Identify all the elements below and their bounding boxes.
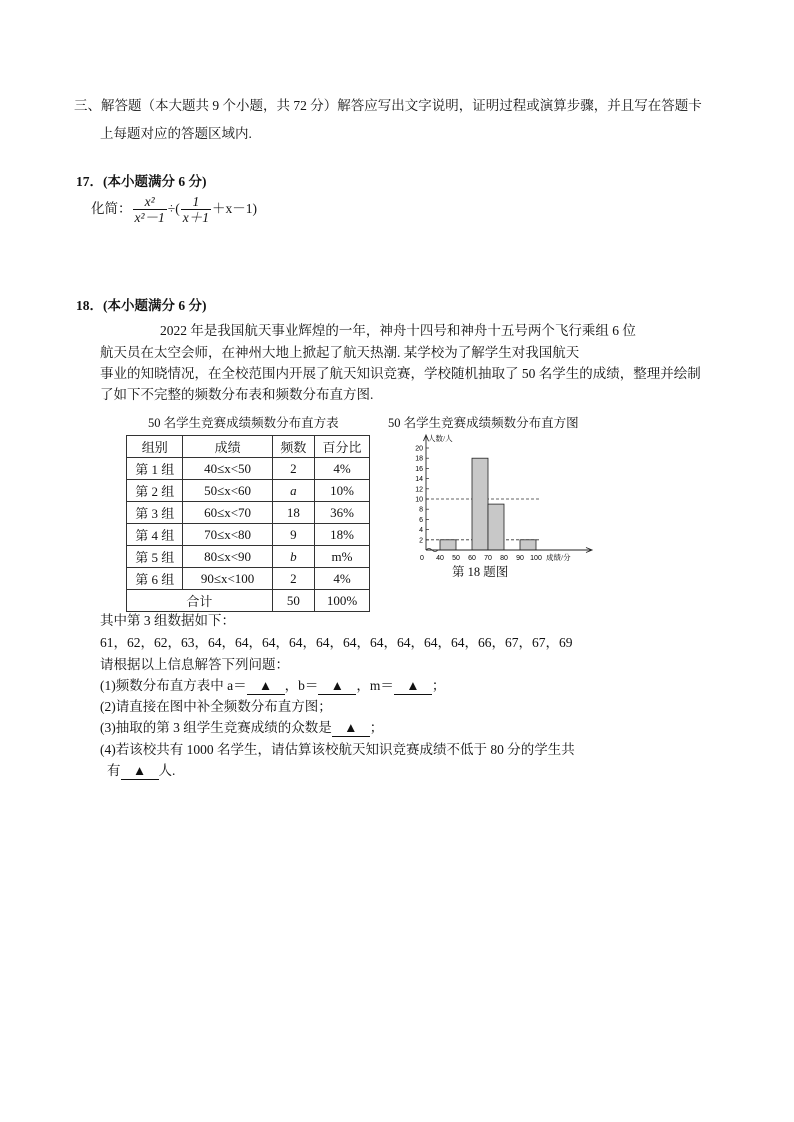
q17-frac2-num: 1 bbox=[192, 194, 200, 209]
cell: 第 1 组 bbox=[127, 458, 183, 480]
cell: 2 bbox=[272, 458, 314, 480]
table-total-row bbox=[127, 590, 370, 612]
cell: 9 bbox=[272, 524, 314, 546]
section-3-line-2: 上每题对应的答题区域内. bbox=[100, 126, 252, 141]
cell: 50 bbox=[272, 590, 314, 612]
group3-intro: 其中第 3 组数据如下： bbox=[100, 613, 235, 628]
q18-intro-3: 事业的知晓情况，在全校范围内开展了航天知识竞赛，学校随机抽取了 50 名学生的成绩，整理并绘制 bbox=[100, 366, 701, 381]
x-tick-label: 40 bbox=[436, 555, 444, 562]
cell: 18 bbox=[272, 502, 314, 524]
cell: 70≤x<80 bbox=[183, 524, 272, 546]
cell: 100% bbox=[315, 590, 370, 612]
header-percent: 百分比 bbox=[315, 436, 370, 458]
sub-question-3 bbox=[100, 718, 383, 738]
table-row bbox=[127, 502, 370, 524]
answer-blank-b[interactable]: ▲ bbox=[318, 678, 356, 695]
cell: 合计 bbox=[127, 590, 273, 612]
sub-question-2: (2)请直接在图中补全频数分布直方图； bbox=[100, 699, 332, 714]
cell: 2 bbox=[272, 568, 314, 590]
group3-data: 61，62，62，63，64，64，64，64，64，64，64，64，64，64，66，67，67，69 bbox=[100, 635, 573, 650]
cell: a bbox=[272, 480, 314, 502]
table-row bbox=[127, 568, 370, 590]
table-header-row bbox=[127, 436, 370, 458]
sub-question-4-line-2 bbox=[107, 761, 175, 781]
frequency-table bbox=[126, 435, 370, 612]
answer-blank-mode[interactable]: ▲ bbox=[332, 720, 370, 737]
sub3-text: (3)抽取的第 3 组学生竞赛成绩的众数是 bbox=[100, 720, 332, 735]
prompt: 请根据以上信息解答下列问题： bbox=[100, 657, 289, 672]
sub1-b-text: ，b＝ bbox=[284, 678, 319, 693]
sub4-end: 人. bbox=[158, 763, 176, 778]
table-row bbox=[127, 458, 370, 480]
y-tick-label: 4 bbox=[419, 527, 423, 535]
q17-tail: ＋x－1) bbox=[211, 201, 257, 217]
cell: 80≤x<90 bbox=[183, 546, 272, 568]
q18-heading: 18．(本小题满分 6 分) bbox=[76, 298, 207, 313]
q17-expression bbox=[91, 194, 257, 226]
q17-div-op: ÷( bbox=[167, 201, 180, 217]
x-tick-label: 90 bbox=[516, 555, 524, 562]
q17-frac1-den: x²－1 bbox=[134, 210, 165, 225]
answer-blank-m[interactable]: ▲ bbox=[394, 678, 432, 695]
origin-label: 0 bbox=[420, 555, 424, 562]
q18-intro-2: 航天员在太空会师，在神州大地上掀起了航天热潮. 某学校为了解学生对我国航天 bbox=[100, 345, 580, 360]
q17-frac2-den: x＋1 bbox=[182, 210, 209, 225]
table-row bbox=[127, 480, 370, 502]
sub-question-1 bbox=[100, 676, 445, 696]
histogram-caption: 第 18 题图 bbox=[452, 565, 509, 579]
q17-heading: 17．(本小题满分 6 分) bbox=[76, 174, 207, 189]
header-count: 频数 bbox=[272, 436, 314, 458]
cell: 40≤x<50 bbox=[183, 458, 272, 480]
cell: 90≤x<100 bbox=[183, 568, 272, 590]
q17-prefix: 化简： bbox=[91, 201, 132, 217]
cell: 18% bbox=[315, 524, 370, 546]
cell: 10% bbox=[315, 480, 370, 502]
sub1-a-text: (1)频数分布直方表中 a＝ bbox=[100, 678, 247, 693]
histogram-bar bbox=[440, 540, 456, 550]
x-axis-label: 成绩/分 bbox=[546, 553, 571, 562]
q17-fraction-2 bbox=[181, 194, 211, 226]
cell: 第 4 组 bbox=[127, 524, 183, 546]
sub1-c-text: ，m＝ bbox=[356, 678, 394, 693]
y-tick-label: 6 bbox=[419, 516, 423, 524]
y-tick-label: 2 bbox=[419, 537, 423, 545]
sub3-end: ； bbox=[369, 720, 384, 735]
cell: m% bbox=[315, 546, 370, 568]
sub1-end: ； bbox=[431, 678, 446, 693]
table-row bbox=[127, 524, 370, 546]
x-tick-label: 50 bbox=[452, 555, 460, 562]
histogram-bar bbox=[472, 458, 488, 550]
q17-frac1-num: x² bbox=[144, 194, 155, 209]
cell: 4% bbox=[315, 568, 370, 590]
cell: 60≤x<70 bbox=[183, 502, 272, 524]
histogram-bar bbox=[520, 540, 536, 550]
cell: b bbox=[272, 546, 314, 568]
cell: 第 2 组 bbox=[127, 480, 183, 502]
x-tick-label: 100 bbox=[530, 555, 542, 562]
header-score: 成绩 bbox=[183, 436, 272, 458]
q18-intro-1: 2022 年是我国航天事业辉煌的一年，神舟十四号和神舟十五号两个飞行乘组 6 位 bbox=[160, 323, 636, 338]
y-tick-label: 16 bbox=[415, 465, 423, 473]
y-tick-label: 12 bbox=[415, 486, 423, 494]
q18-intro-4: 了如下不完整的频数分布表和频数分布直方图. bbox=[100, 387, 374, 402]
x-tick-label: 60 bbox=[468, 555, 476, 562]
table-title: 50 名学生竞赛成绩频数分布直方表 bbox=[148, 416, 339, 430]
y-tick-label: 8 bbox=[419, 506, 423, 514]
answer-blank-a[interactable]: ▲ bbox=[247, 678, 285, 695]
y-tick-label: 18 bbox=[415, 455, 423, 463]
header-group: 组别 bbox=[127, 436, 183, 458]
sub4-pre: 有 bbox=[107, 763, 121, 778]
cell: 4% bbox=[315, 458, 370, 480]
histogram-title: 50 名学生竞赛成绩频数分布直方图 bbox=[388, 416, 579, 430]
y-tick-label: 20 bbox=[415, 445, 423, 453]
y-axis-label: 人数/人 bbox=[428, 434, 453, 443]
x-tick-label: 80 bbox=[500, 555, 508, 562]
y-tick-label: 10 bbox=[415, 496, 423, 504]
section-3-line-1: 三、解答题（本大题共 9 个小题，共 72 分）解答应写出文字说明，证明过程或演算步骤，并且写在答题卡 bbox=[74, 98, 702, 113]
table-row bbox=[127, 546, 370, 568]
y-tick-label: 14 bbox=[415, 476, 423, 484]
cell: 50≤x<60 bbox=[183, 480, 272, 502]
cell: 第 6 组 bbox=[127, 568, 183, 590]
histogram-bar bbox=[488, 504, 504, 550]
cell: 36% bbox=[315, 502, 370, 524]
cell: 第 3 组 bbox=[127, 502, 183, 524]
cell: 第 5 组 bbox=[127, 546, 183, 568]
histogram bbox=[410, 430, 600, 566]
answer-blank-count[interactable]: ▲ bbox=[121, 763, 159, 780]
x-tick-label: 70 bbox=[484, 555, 492, 562]
sub-question-4-line-1: (4)若该校共有 1000 名学生，请估算该校航天知识竞赛成绩不低于 80 分的学生共 bbox=[100, 742, 575, 757]
q17-fraction-1 bbox=[133, 194, 167, 226]
